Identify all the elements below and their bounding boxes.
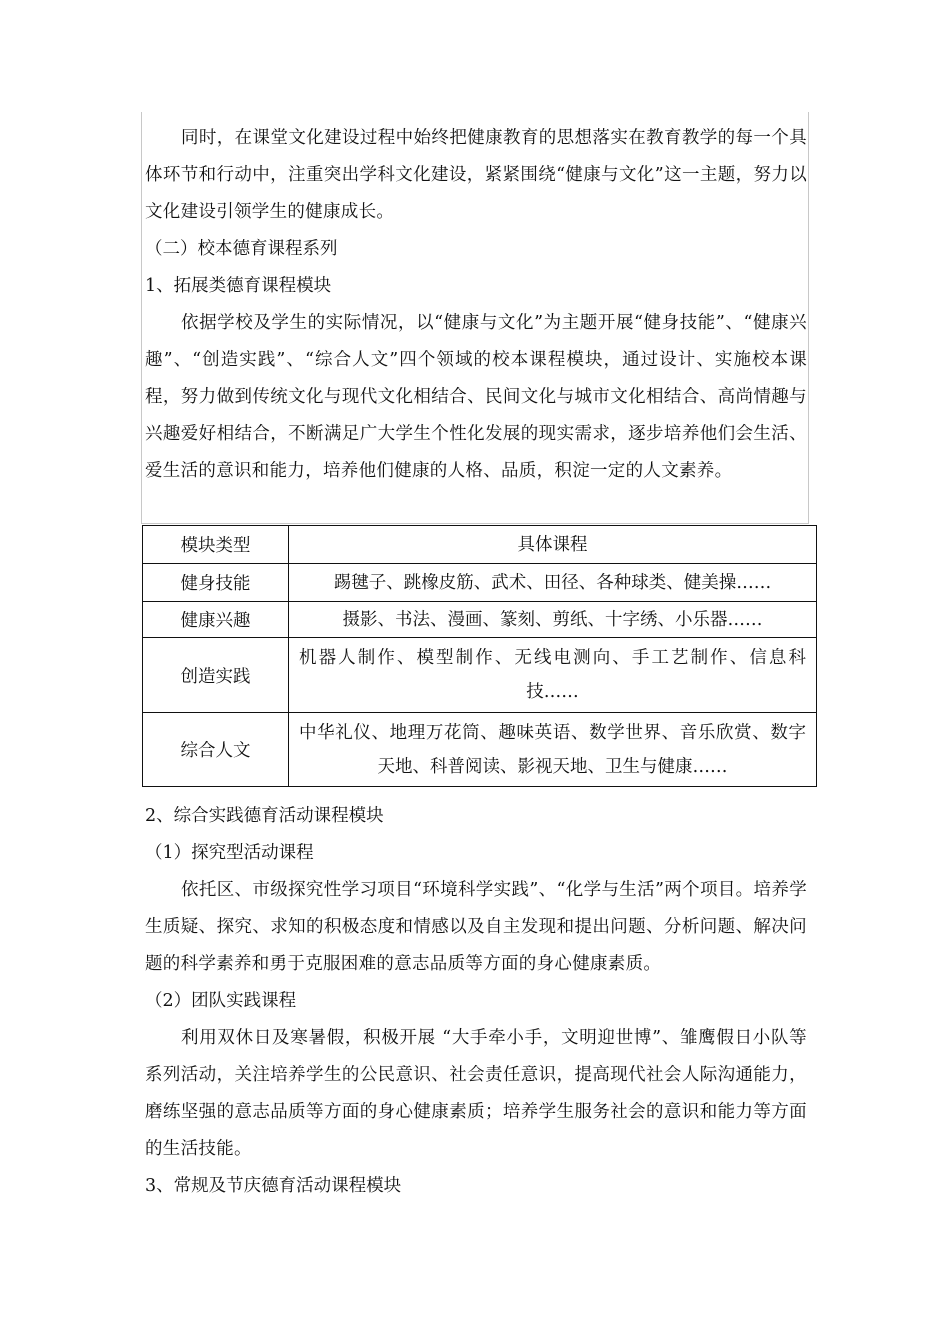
table-header-module-type: 模块类型 bbox=[143, 526, 289, 564]
module1-paragraph: 依据学校及学生的实际情况，以“健康与文化”为主题开展“健身技能”、“健康兴趣”、“创造实践”、“综合人文”四个领域的校本课程模块，通过设计、实施校本课程，努力做到传统文化与现代文化相结合、民间文化与城市文化相结合、高尚情趣与兴趣爱好相结合，不断满足广大学生个性化发展的现实需求，逐步培养他们会生活、爱生活的意识和能力，培养他们健康的人格、品质，积淀一定的人文素养。 bbox=[145, 313, 807, 481]
table-row bbox=[143, 713, 817, 787]
table-cell-module-type: 健身技能 bbox=[143, 564, 289, 602]
table-header-row bbox=[143, 526, 817, 564]
table-row bbox=[143, 638, 817, 713]
module2-title: 2、综合实践德育活动课程模块 bbox=[145, 806, 384, 826]
table-cell-courses: 机器人制作、模型制作、无线电测向、手工艺制作、信息科技…… bbox=[289, 638, 817, 713]
table-cell-module-type: 综合人文 bbox=[143, 713, 289, 787]
module2-sub2-paragraph: 利用双休日及寒暑假，积极开展 “大手牵小手，文明迎世博”、雏鹰假日小队等系列活动，关注培养学生的公民意识、社会责任意识，提高现代社会人际沟通能力，磨练坚强的意志品质等方面的身心健康素质；培养学生服务社会的意识和能力等方面的生活技能。 bbox=[145, 1028, 807, 1159]
module2-sub1-title: （1）探究型活动课程 bbox=[145, 843, 314, 863]
table-cell-courses: 踢毽子、跳橡皮筋、武术、田径、各种球类、健美操…… bbox=[289, 564, 817, 602]
intro-paragraph: 同时，在课堂文化建设过程中始终把健康教育的思想落实在教育教学的每一个具体环节和行动中，注重突出学科文化建设，紧紧围绕“健康与文化”这一主题，努力以文化建设引领学生的健康成长。 bbox=[145, 128, 807, 222]
module2-sub1-paragraph: 依托区、市级探究性学习项目“环境科学实践”、“化学与生活”两个项目。培养学生质疑、探究、求知的积极态度和情感以及自主发现和提出问题、分析问题、解决问题的科学素养和勇于克服困难的意志品质等方面的身心健康素质。 bbox=[145, 880, 807, 974]
table-cell-courses: 摄影、书法、漫画、篆刻、剪纸、十字绣、小乐器…… bbox=[289, 602, 817, 638]
table-cell-module-type: 健康兴趣 bbox=[143, 602, 289, 638]
module3-title: 3、常规及节庆德育活动课程模块 bbox=[145, 1176, 402, 1196]
table-row bbox=[143, 602, 817, 638]
top-text-block bbox=[145, 120, 807, 490]
table-row bbox=[143, 564, 817, 602]
table-cell-module-type: 创造实践 bbox=[143, 638, 289, 713]
module2-sub2-title: （2）团队实践课程 bbox=[145, 991, 297, 1011]
table-cell-courses: 中华礼仪、地理万花筒、趣味英语、数学世界、音乐欣赏、数字天地、科普阅读、影视天地、卫生与健康…… bbox=[289, 713, 817, 787]
section-title-school-moral-courses: （二）校本德育课程系列 bbox=[145, 239, 338, 259]
module1-title: 1、拓展类德育课程模块 bbox=[145, 276, 332, 296]
table-header-courses: 具体课程 bbox=[289, 526, 817, 564]
course-module-table bbox=[142, 525, 817, 787]
bottom-text-block bbox=[145, 798, 807, 1205]
